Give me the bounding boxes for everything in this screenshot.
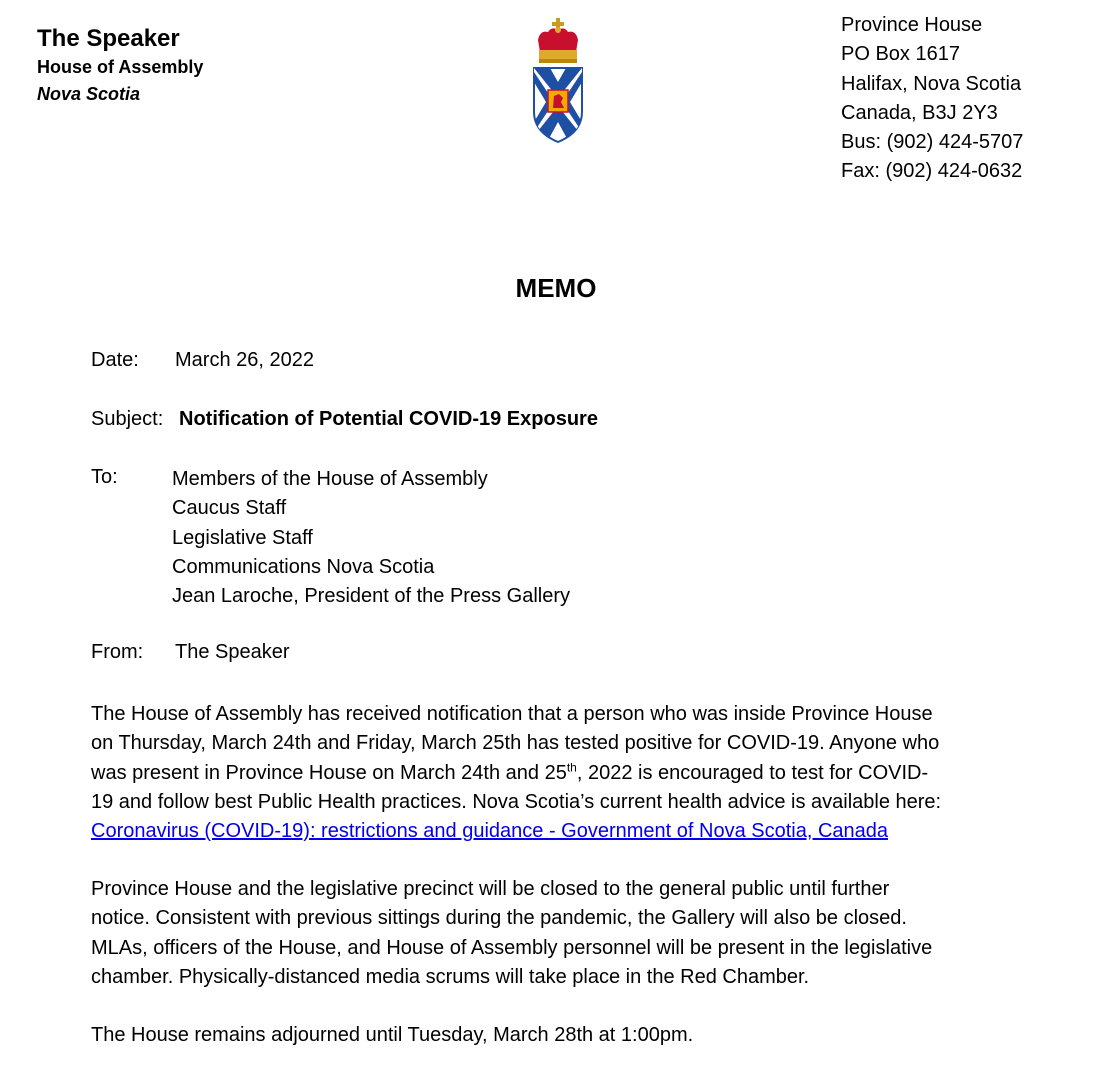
sender-name: The Speaker — [37, 25, 180, 52]
health-advice-link[interactable]: Coronavirus (COVID-19): restrictions and guidance - Government of Nova Scotia, Canada — [91, 820, 889, 843]
paragraph-line: notice. Consistent with previous sittings during the pandemic, the Gallery will also be closed. — [91, 907, 907, 930]
body-paragraph-1 — [91, 700, 1091, 846]
sender-block — [37, 24, 203, 108]
subject-row — [91, 408, 598, 431]
recipient: Caucus Staff — [172, 497, 287, 520]
memo-title: MEMO — [515, 273, 597, 303]
fax-line: Fax: (902) 424-0632 — [841, 160, 1023, 183]
address-line: Province House — [841, 14, 983, 36]
sender-province: Nova Scotia — [37, 84, 141, 104]
paragraph-line: The House remains adjourned until Tuesday, March 28th at 1:00pm. — [91, 1024, 694, 1046]
to-row — [91, 466, 118, 489]
from-row — [91, 641, 290, 664]
nova-scotia-crest-icon — [528, 16, 588, 144]
paragraph-line: MLAs, officers of the House, and House of Assembly personnel will be present in the legislative — [91, 936, 933, 959]
body-paragraph-3 — [91, 1021, 1091, 1050]
memo-subject: Notification of Potential COVID-19 Exposure — [179, 408, 598, 430]
memo-date: March 26, 2022 — [175, 349, 314, 371]
recipient: Communications Nova Scotia — [172, 555, 435, 578]
ordinal-suffix: th — [566, 759, 577, 774]
address-line: Halifax, Nova Scotia — [841, 72, 1022, 95]
memo-from: The Speaker — [175, 641, 290, 663]
recipient-list — [172, 465, 570, 611]
date-label: Date: — [91, 349, 139, 371]
subject-label: Subject: — [91, 408, 164, 430]
paragraph-line: The House of Assembly has received notification that a person who was inside Province House — [91, 703, 933, 725]
paragraph-line: on Thursday, March 24th and Friday, March 25th has tested positive for COVID-19. Anyone who — [91, 732, 940, 755]
paragraph-line: Province House and the legislative precinct will be closed to the general public until further — [91, 878, 890, 900]
to-label: To: — [91, 466, 118, 488]
from-label: From: — [91, 641, 144, 663]
address-line: PO Box 1617 — [841, 43, 960, 66]
body-paragraph-2 — [91, 875, 1091, 992]
return-address — [841, 11, 1023, 187]
paragraph-line: 19 and follow best Public Health practices. Nova Scotia’s current health advice is available here: — [91, 790, 942, 813]
phone-line: Bus: (902) 424-5707 — [841, 131, 1024, 154]
recipient: Legislative Staff — [172, 526, 313, 549]
recipient: Jean Laroche, President of the Press Gallery — [172, 585, 570, 608]
paragraph-line: was present in Province House on March 24th and 25th, 2022 is encouraged to test for COVID- — [91, 759, 929, 784]
sender-organization: House of Assembly — [37, 57, 204, 77]
recipient: Members of the House of Assembly — [172, 468, 488, 490]
address-line: Canada, B3J 2Y3 — [841, 101, 998, 124]
paragraph-line: chamber. Physically-distanced media scrums will take place in the Red Chamber. — [91, 965, 810, 988]
date-row — [91, 349, 314, 372]
